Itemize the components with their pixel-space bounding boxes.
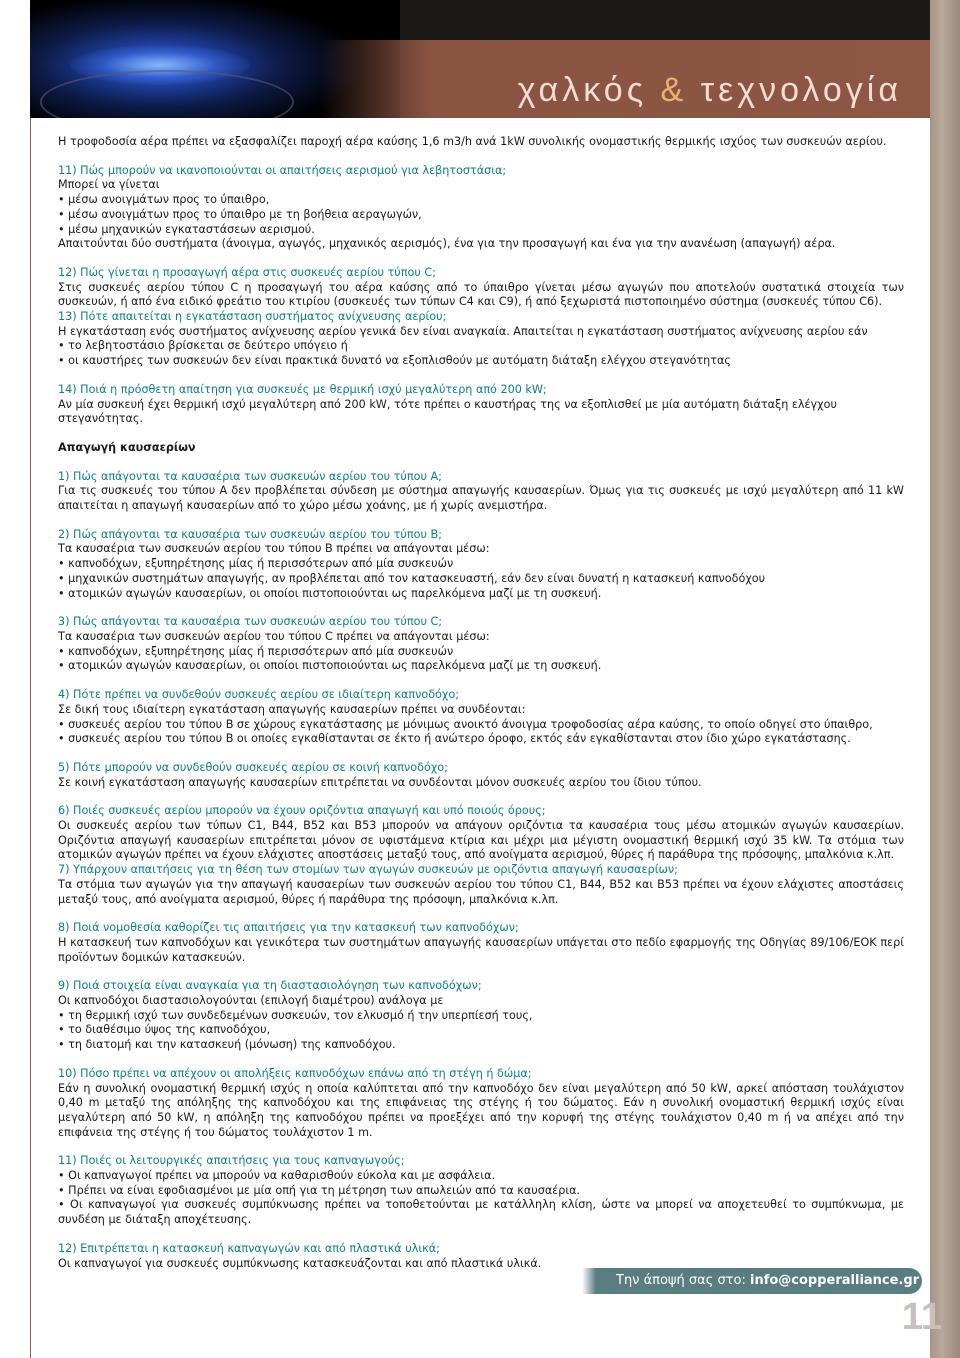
list-item: • ατομικών αγωγών καυσαερίων, οι οποίοι πιστοποιούνται ως παρελκόμενα μαζί με τη συσκευή.: [58, 587, 904, 602]
answer-text: Οι συσκευές αερίου των τύπων C1, B44, B52 και B53 μπορούν να απάγουν οριζόντια τα καυσαέρια τους μέσω ατομικών αγωγών καυσαερίων. Οριζόντια απαγωγή καυσαερίων επιτρέπεται μόνον σε υφιστάμενα κτίρια και μέχρι μια μέγιστη ονομαστική θερμική ισχύ 35 kW. Τα στόμια των ατομικών αγωγών πρέπει να έχουν ελάχιστες αποστάσεις μεταξύ τους, από ανοίγματα αερισμού, θύρες ή παράθυρα της πρόσοψης, μπαλκόνια κ.λπ.: [58, 819, 904, 862]
page-number: 11: [901, 1296, 942, 1338]
list-item: • μέσω ανοιγμάτων προς το ύπαιθρο με τη βοήθεια αεραγωγών,: [58, 208, 904, 223]
answer-text: Αν μία συσκευή έχει θερμική ισχύ μεγαλύτερη από 200 kW, τότε πρέπει ο καυστήρας της να εξοπλισθεί με μία αυτόματη διάταξη ελέγχου στεγανότητας.: [58, 397, 837, 426]
question-heading: 13) Πότε απαιτείται η εγκατάσταση συστήματος ανίχνευσης αερίου;: [58, 310, 447, 324]
list-item: • τη διατομή και την κατασκευή (μόνωση) της καπνοδόχου.: [58, 1038, 904, 1053]
question-heading: 8) Ποιά νομοθεσία καθορίζει τις απαιτήσεις για την κατασκευή των καπνοδόχων;: [58, 921, 519, 935]
question-heading: 9) Ποιά στοιχεία είναι αναγκαία για τη διαστασιολόγηση των καπνοδόχων;: [58, 979, 482, 993]
question-heading: 14) Ποιά η πρόσθετη απαίτηση για συσκευές με θερμική ισχύ μεγαλύτερη από 200 kW;: [58, 382, 547, 396]
question-heading: 11) Ποιές οι λειτουργικές απαιτήσεις για τους καπναγωγούς;: [58, 1154, 405, 1168]
question-heading: 7) Υπάρχουν απαιτήσεις για τη θέση των στομίων των αγωγών συσκευών με οριζόντια απαγωγή καυσαερίων;: [58, 863, 678, 877]
article-body: [58, 135, 904, 1271]
answer-text: Τα καυσαέρια των συσκευών αερίου του τύπου Β πρέπει να απάγονται μέσω:: [58, 542, 490, 556]
answer-text: Σε δική τους ιδιαίτερη εγκατάσταση απαγωγής καυσαερίων πρέπει να συνδέονται:: [58, 702, 526, 716]
right-side-panel: [930, 0, 960, 1358]
section-title: Απαγωγή καυσαερίων: [58, 440, 196, 454]
list-item: • οι καυστήρες των συσκευών δεν είναι πρακτικά δυνατό να εξοπλισθούν με αυτόματη διάταξη ελέγχου στεγανότητας: [58, 354, 904, 369]
list-item: • Πρέπει να είναι εφοδιασμένοι με μία οπή για τη μέτρηση των απωλειών από τα καυσαέρια.: [58, 1184, 904, 1199]
answer-text: Για τις συσκευές του τύπου Α δεν προβλέπεται σύνδεση με σύστημα απαγωγής καυσαερίων. Όμως για τις συσκευές με ισχύ μεγαλύτερη από 11 kW απαιτείται η απαγωγή καυσαερίων από το χώρο μέσω χοάνης, με ή χωρίς ανεμιστήρα.: [58, 484, 904, 513]
list-item: • μηχανικών συστημάτων απαγωγής, αν προβλέπεται από τον κατασκευαστή, εάν δεν είναι δυνατή η κατασκευή καπνοδόχου: [58, 572, 904, 587]
intro-paragraph: Η τροφοδοσία αέρα πρέπει να εξασφαλίζει παροχή αέρα καύσης 1,6 m3/h ανά 1kW συνολικής ονομαστικής θερμικής ισχύος των συσκευών αερίου.: [58, 135, 887, 148]
answer-text: Σε κοινή εγκατάσταση απαγωγής καυσαερίων επιτρέπεται να συνδέονται μόνον συσκευές αερίου του ίδιου τύπου.: [58, 775, 702, 789]
list-item: • το λεβητοστάσιο βρίσκεται σε δεύτερο υπόγειο ή: [58, 339, 904, 354]
list-item: • καπνοδόχων, εξυπηρέτησης μίας ή περισσότερων από μία συσκευών: [58, 557, 904, 572]
list-item: • το διαθέσιμο ύψος της καπνοδόχου,: [58, 1023, 904, 1038]
answer-text: Στις συσκευές αερίου τύπου C η προσαγωγή του αέρα καύσης από το ύπαιθρο γίνεται μέσω αγωγών που αποτελούν συστατικά στοιχεία των συσκευών, ή από ένα ειδικό φρεάτιο του κτιρίου (συσκευές των τύπων C4 και C9), ή από ξεχωριστά πιστοποιημένο σύστημα (συσκευές τύπου C6).: [58, 280, 904, 309]
list-item: • καπνοδόχων, εξυπηρέτησης μίας ή περισσότερων από μία συσκευών: [58, 645, 904, 660]
list-item: • τη θερμική ισχύ των συνδεδεμένων συσκευών, τον ελκυσμό ή την υπερπίεσή τους,: [58, 1009, 904, 1024]
left-margin-stripe: [0, 0, 31, 1358]
question-heading: 3) Πώς απάγονται τα καυσαέρια των συσκευών αερίου του τύπου C;: [58, 615, 443, 629]
question-heading: 2) Πώς απάγονται τα καυσαέρια των συσκευών αερίου του τύπου Β;: [58, 527, 442, 541]
question-heading: 5) Πότε μπορούν να συνδεθούν συσκευές αερίου σε κοινή καπνοδόχο;: [58, 760, 448, 774]
question-heading: 10) Πόσο πρέπει να απέχουν οι απολήξεις καπνοδόχων επάνω από τη στέγη ή δώμα;: [58, 1066, 532, 1080]
answer-text: Η εγκατάσταση ενός συστήματος ανίχνευσης αερίου γενικά δεν είναι αναγκαία. Απαιτείται η εγκατάσταση συστήματος ανίχνευσης αερίου εάν: [58, 324, 868, 338]
answer-text: Μπορεί να γίνεται: [58, 178, 160, 192]
feedback-email-link[interactable]: info@copperalliance.gr: [749, 1273, 920, 1288]
list-item: • συσκευές αερίου του τύπου Β οι οποίες εγκαθίστανται σε έκτο ή ανώτερο όροφο, εκτός εάν εγκαθίστανται στον ίδιο χώρο εγκατάστασης.: [58, 732, 904, 747]
list-item: • ατομικών αγωγών καυσαερίων, οι οποίοι πιστοποιούνται ως παρελκόμενα μαζί με τη συσκευή.: [58, 659, 904, 674]
answer-text: Απαιτούνται δύο συστήματα (άνοιγμα, αγωγός, μηχανικός αερισμός), ένα για την προσαγωγή και ένα για την ανανέωση (απαγωγή) αέρα.: [58, 237, 836, 251]
question-heading: 12) Επιτρέπεται η κατασκευή καπναγωγών και από πλαστικά υλικά;: [58, 1241, 440, 1255]
question-heading: 12) Πώς γίνεται η προσαγωγή αέρα στις συσκευές αερίου τύπου C;: [58, 265, 436, 279]
page-title: χαλκός & τεχνολογία: [517, 71, 902, 109]
title-banner: [320, 40, 930, 118]
answer-text: Οι καπναγωγοί για συσκευές συμπύκνωσης κατασκευάζονται και από πλαστικά υλικά.: [58, 1256, 542, 1270]
list-item: • συσκευές αερίου του τύπου Β σε χώρους εγκατάστασης με μόνιμως ανοικτό άνοιγμα τροφοδοσίας αέρα καύσης, το οποίο οδηγεί στο ύπαιθρο,: [58, 718, 904, 733]
page-header: [30, 0, 930, 118]
ampersand: &: [660, 71, 688, 109]
answer-text: Εάν η συνολική ονομαστική θερμική ισχύς η οποία καλύπτεται από την καπνοδόχο δεν είναι μεγαλύτερη από 50 kW, αρκεί απόσταση τουλάχιστον 0,40 m μεταξύ της απόληξης της καπνοδόχου και της επιφάνειας της στέγης ή του δώματος. Εάν η συνολική ονομαστική θερμική ισχύς είναι μεγαλύτερη από 50 kW, η απόληξη της καπνοδόχου πρέπει να προεξέχει από την κορυφή της στέγης τουλάχιστον 0,40 m ή να απέχει από την επιφάνεια της στέγης ή του δώματος τουλάχιστον 1 m.: [58, 1081, 904, 1139]
feedback-label: Την άποψή σας στο:: [616, 1273, 750, 1288]
answer-text: Οι καπνοδόχοι διαστασιολογούνται (επιλογή διαμέτρου) ανάλογα με: [58, 994, 444, 1008]
answer-text: Τα καυσαέρια των συσκευών αερίου του τύπου C πρέπει να απάγονται μέσω:: [58, 629, 490, 643]
list-item: • Οι καπναγωγοί πρέπει να μπορούν να καθαρισθούν εύκολα και με ασφάλεια.: [58, 1169, 904, 1184]
feedback-bar: [596, 1268, 922, 1294]
question-heading: 4) Πότε πρέπει να συνδεθούν συσκευές αερίου σε ιδιαίτερη καπνοδόχο;: [58, 688, 459, 702]
list-item: • μέσω ανοιγμάτων προς το ύπαιθρο,: [58, 193, 904, 208]
question-heading: 11) Πώς μπορούν να ικανοποιούνται οι απαιτήσεις αερισμού για λεβητοστάσια;: [58, 163, 507, 177]
answer-text: Τα στόμια των αγωγών για την απαγωγή καυσαερίων των συσκευών αερίου του τύπου C1, B44, B52 και B53 πρέπει να έχουν ελάχιστες αποστάσεις μεταξύ τους, από ανοίγματα αερισμού, θύρες ή παράθυρα της πρόσοψη, μπαλκόνια κ.λπ.: [58, 877, 904, 906]
list-item: • μέσω μηχανικών εγκαταστάσεων αερισμού.: [58, 223, 904, 238]
question-heading: 6) Ποιές συσκευές αερίου μπορούν να έχουν οριζόντια απαγωγή και υπό ποιούς όρους;: [58, 804, 546, 818]
answer-text: Η κατασκευή των καπνοδόχων και γενικότερα των συστημάτων απαγωγής καυσαερίων υπάγεται στο πεδίο εφαρμογής της Οδηγίας 89/106/ΕΟΚ περί προϊόντων δομικών κατασκευών.: [58, 935, 904, 964]
question-heading: 1) Πώς απάγονται τα καυσαέρια των συσκευών αερίου του τύπου Α;: [58, 469, 442, 483]
list-item: • Οι καπναγωγοί για συσκευές συμπύκνωσης πρέπει να τοποθετούνται με κατάλληλη κλίση, ώστε να μπορεί να αποχετευθεί το συμπύκνωμα, με συνδέση με διάταξη αποχέτευσης.: [58, 1198, 904, 1227]
